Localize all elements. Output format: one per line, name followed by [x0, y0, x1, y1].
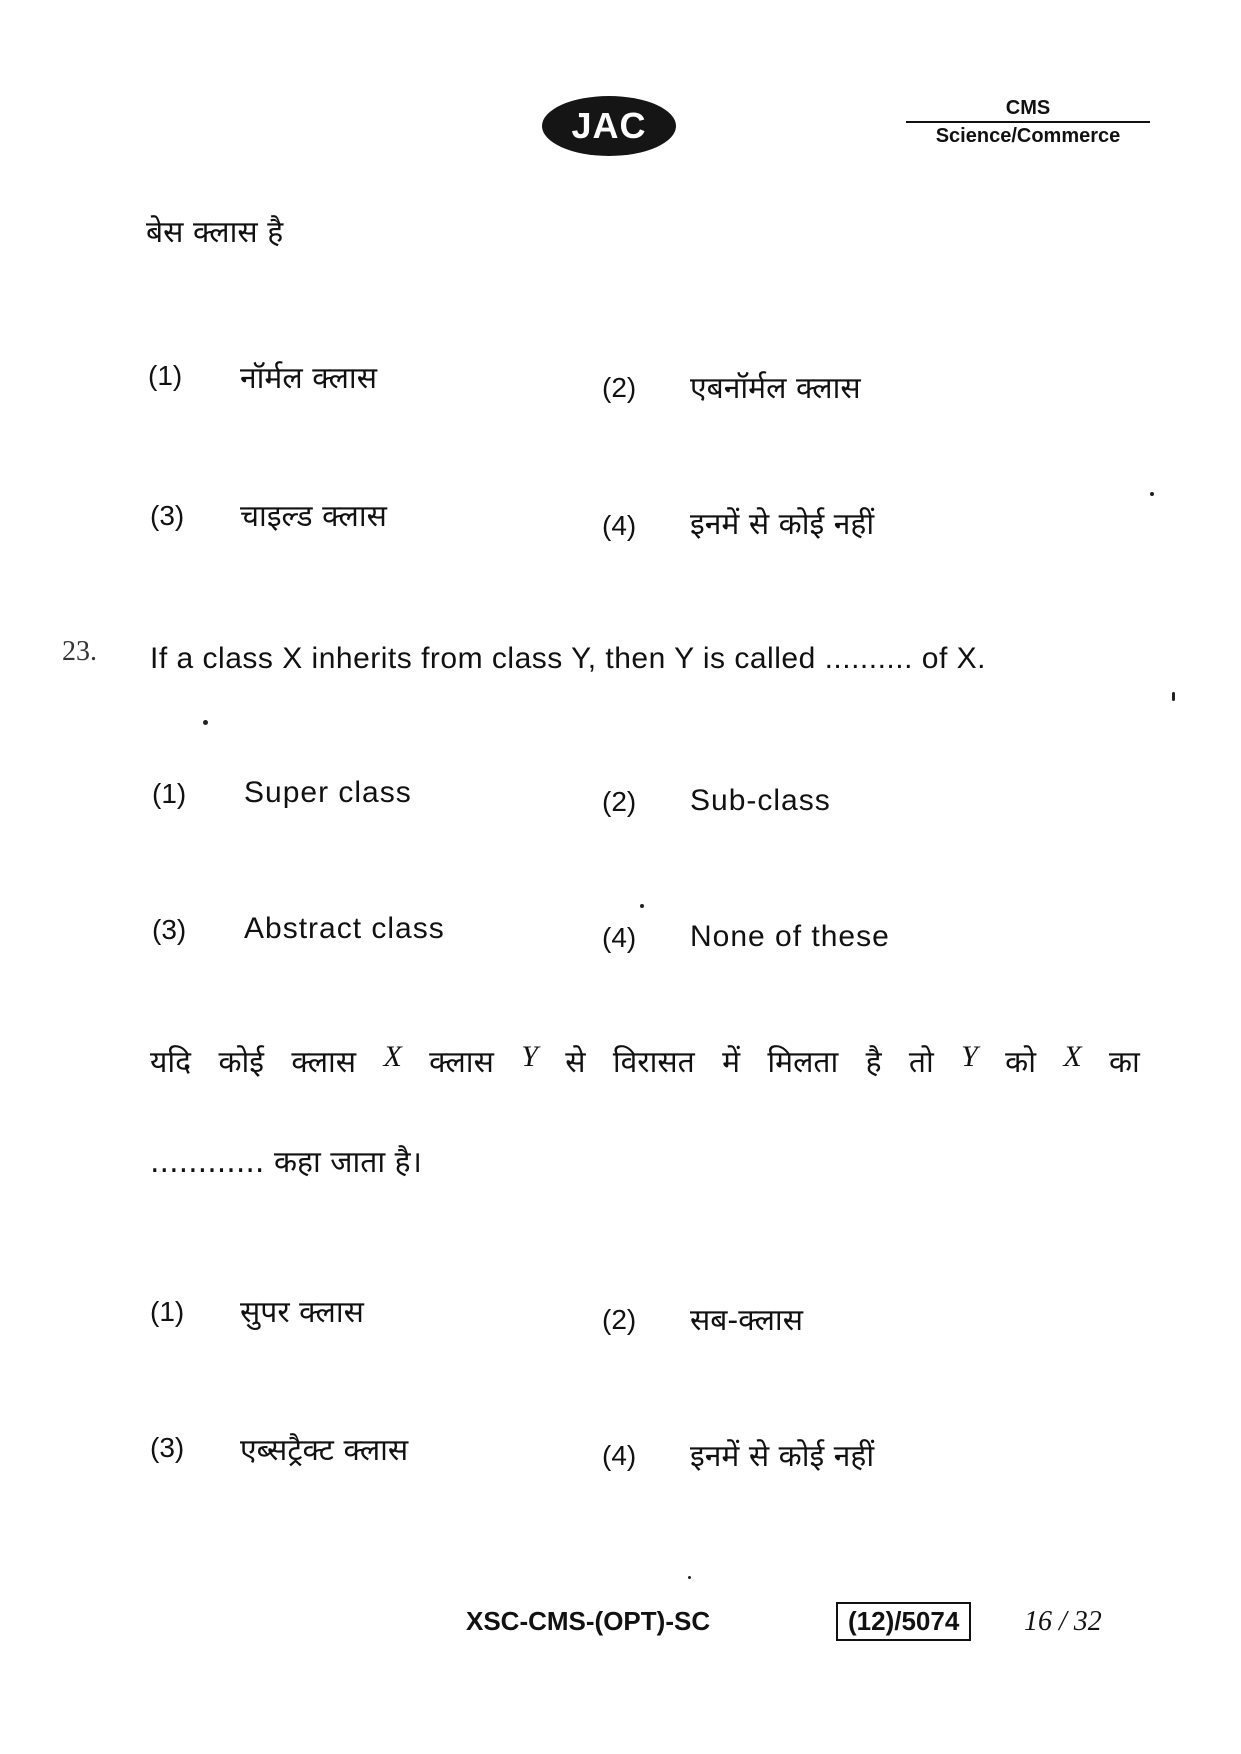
question-stem-hi — [150, 1040, 1140, 1081]
option-3-number: (3) — [152, 914, 187, 945]
hi-word: कोई — [218, 1045, 264, 1080]
stream-label: Science/Commerce — [935, 125, 1121, 147]
hi-word: का — [1109, 1045, 1140, 1080]
prev-option-2-number: (2) — [602, 372, 637, 403]
hi-word: Y — [521, 1040, 538, 1073]
hi-word: तो — [908, 1045, 934, 1080]
hi-word: क्लास — [429, 1045, 494, 1080]
option-1-number: (1) — [152, 778, 187, 809]
option-4-number: (4) — [602, 922, 637, 953]
hi-option-2-number: (2) — [602, 1304, 637, 1335]
prev-question-stem-tail: बेस क्लास है — [146, 215, 284, 250]
hi-option-4-text: इनमें से कोई नहीं — [690, 1439, 875, 1474]
prev-option-3-number: (3) — [150, 500, 185, 531]
scan-speck — [1172, 692, 1175, 701]
scan-speck — [203, 720, 208, 725]
hi-option-3-number: (3) — [150, 1432, 185, 1463]
scan-speck — [688, 1576, 691, 1579]
hi-option-2-text: सब-क्लास — [690, 1303, 803, 1338]
question-stem-hi-line2: ............ कहा जाता है। — [150, 1145, 422, 1180]
hi-word: X — [383, 1040, 402, 1073]
hi-word: को — [1005, 1045, 1036, 1080]
option-1-text: Super class — [244, 776, 412, 809]
scan-speck — [640, 904, 644, 908]
footer-box-code: (12)/5074 — [836, 1602, 971, 1641]
hi-word: से — [565, 1045, 586, 1080]
hi-option-4-number: (4) — [602, 1440, 637, 1471]
subject-code: CMS — [906, 96, 1150, 123]
option-2-text: Sub-class — [690, 784, 831, 817]
hi-word: यदि — [150, 1045, 192, 1080]
question-stem-en: If a class X inherits from class Y, then Y is called .......... of X. — [150, 642, 986, 675]
footer-page-number: 16 / 32 — [1024, 1606, 1102, 1637]
option-2-number: (2) — [602, 786, 637, 817]
hi-word: में — [722, 1045, 741, 1080]
footer-paper-code: XSC-CMS-(OPT)-SC — [466, 1606, 711, 1636]
header-subject — [906, 96, 1150, 149]
hi-word: X — [1063, 1040, 1082, 1073]
prev-option-4-text: इनमें से कोई नहीं — [690, 507, 875, 542]
prev-option-1-number: (1) — [148, 360, 183, 391]
prev-option-4-number: (4) — [602, 510, 637, 541]
hi-option-1-number: (1) — [150, 1296, 185, 1327]
prev-option-3-text: चाइल्ड क्लास — [240, 499, 387, 534]
hi-option-3-text: एब्सट्रैक्ट क्लास — [240, 1433, 409, 1468]
option-4-text: None of these — [690, 920, 890, 953]
jac-logo: JAC — [542, 96, 676, 156]
question-number: 23. — [62, 636, 97, 667]
hi-word: क्लास — [291, 1045, 357, 1080]
scan-speck — [1150, 492, 1154, 496]
prev-option-2-text: एबनॉर्मल क्लास — [690, 371, 861, 406]
prev-option-1-text: नॉर्मल क्लास — [240, 361, 377, 396]
option-3-text: Abstract class — [244, 912, 445, 945]
hi-word: मिलता — [767, 1045, 839, 1080]
hi-word: Y — [961, 1040, 978, 1073]
hi-option-1-text: सुपर क्लास — [240, 1295, 364, 1330]
hi-word: है — [865, 1045, 882, 1080]
hi-word: विरासत — [612, 1045, 695, 1080]
